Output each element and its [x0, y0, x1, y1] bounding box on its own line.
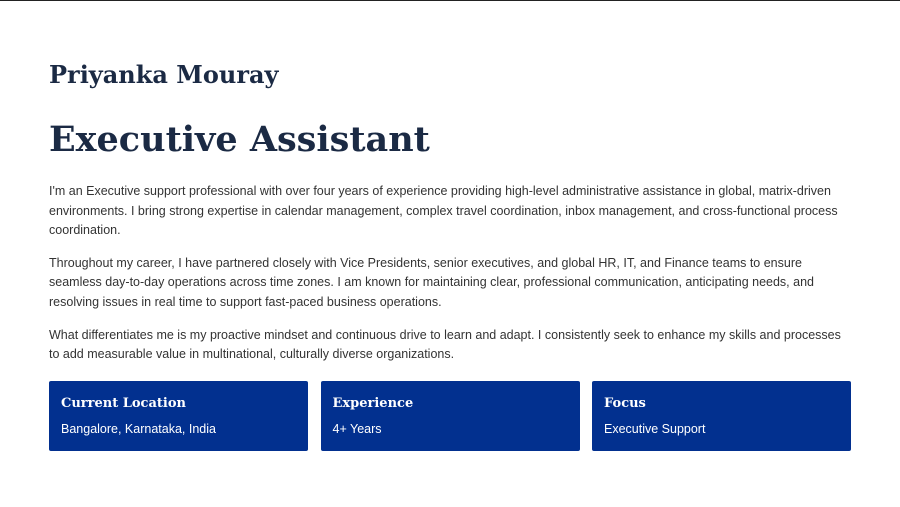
card-label: Current Location — [61, 396, 186, 411]
bio-paragraph: I'm an Executive support professional with over four years of experience providing high-level administrative assistance in global, matrix-driven environments. I bring strong expertise in calendar management, complex travel coordination, inbox management, and cross-functional process coordination. — [49, 184, 838, 238]
card-label: Experience — [332, 396, 414, 411]
experience-card — [321, 381, 580, 451]
profile-title: Executive Assistant — [49, 119, 430, 160]
bio-paragraph: What differentiates me is my proactive mindset and continuous drive to learn and adapt. I consistently seek to enhance my skills and processes to add measurable value in multinational, culturally diverse organizations. — [49, 327, 841, 362]
profile-name: Priyanka Mouray — [49, 60, 279, 89]
location-card — [49, 381, 308, 451]
card-label: Focus — [604, 396, 646, 411]
card-value: Executive Support — [604, 422, 706, 436]
card-value: Bangalore, Karnataka, India — [61, 422, 216, 436]
card-value: 4+ Years — [332, 422, 382, 436]
focus-card — [592, 381, 851, 451]
bio — [49, 182, 851, 378]
bio-paragraph: Throughout my career, I have partnered closely with Vice Presidents, senior executives, and global HR, IT, and Finance teams to ensure seamless day-to-day operations across time zones. I am known for maintaining clear, professional communication, anticipating needs, and resolving issues in real time to support fast-paced business operations. — [49, 255, 814, 309]
info-cards — [49, 381, 851, 451]
